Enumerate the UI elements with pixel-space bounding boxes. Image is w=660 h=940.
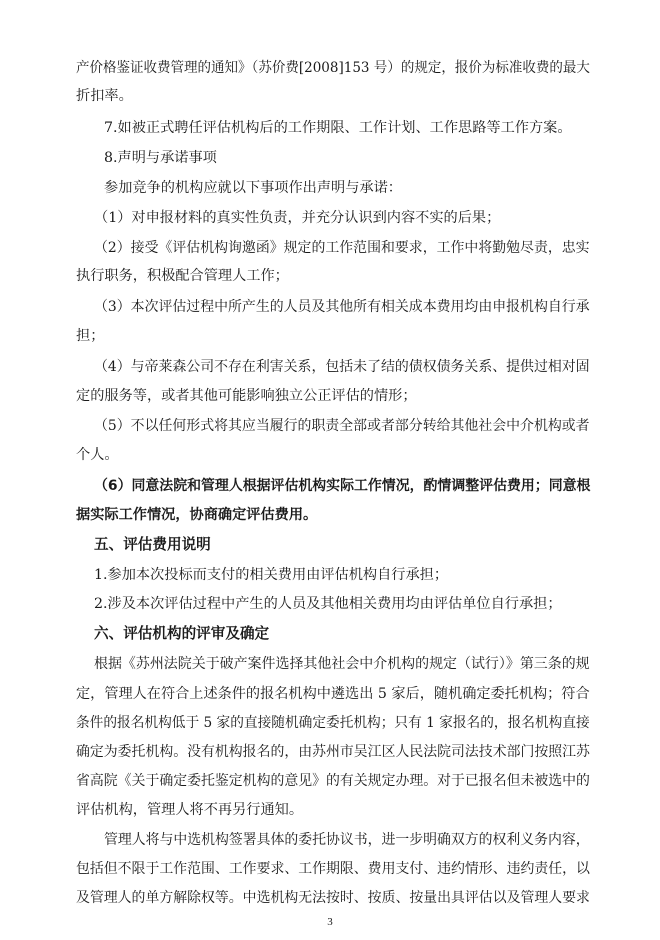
paragraph-line: 确定为委托机构。没有机构报名的，由苏州市吴江区人民法院司法技术部门按照江苏 (76, 744, 590, 760)
paragraph-line: 执行职务，积极配合管理人工作； (76, 268, 289, 284)
paragraph-line: （3）本次评估过程中所产生的人员及其他所有相关成本费用均由申报机构自行承 (94, 299, 590, 315)
paragraph-line: 根据《苏州法院关于破产案件选择其他社会中介机构的规定（试行）》第三条的规 (94, 656, 590, 672)
paragraph-line: 担； (76, 328, 105, 344)
page-number: 3 (327, 916, 333, 928)
paragraph-line-bold: （6）同意法院和管理人根据评估机构实际工作情况，酌情调整评估费用；同意根 (94, 478, 591, 494)
paragraph-line: 1.参加本次投标而支付的相关费用由评估机构自行承担； (94, 567, 449, 583)
paragraph-line-bold: 据实际工作情况，协商确定评估费用。 (76, 507, 318, 523)
paragraph-line: 参加竞争的机构应就以下事项作出声明与承诺： (104, 180, 402, 196)
paragraph-line: 评估机构，管理人将不再另行通知。 (76, 802, 304, 818)
paragraph-line: 定的服务等，或者其他可能影响独立公正评估的情形； (76, 388, 417, 404)
section-heading: 五、评估费用说明 (94, 536, 211, 553)
paragraph-line: 省高院《关于确定委托鉴定机构的意见》的有关规定办理。对于已报名但未被选中的 (76, 773, 590, 789)
section-heading: 六、评估机构的评审及确定 (94, 625, 270, 642)
paragraph-line: 折扣率。 (76, 88, 133, 104)
paragraph-line: 产价格鉴证收费管理的通知》（苏价费[2008]153 号）的规定，报价为标准收费的最大 (76, 60, 590, 76)
paragraph-line: 包括但不限于工作范围、工作要求、工作期限、费用支付、违约情形、违约责任，以 (76, 861, 590, 877)
paragraph-line: 及管理人的单方解除权等。中选机构无法按时、按质、按量出具评估以及管理人要求 (76, 890, 590, 906)
paragraph-line: （2）接受《评估机构询邀函》规定的工作范围和要求，工作中将勤勉尽责，忠实 (94, 240, 590, 256)
paragraph-line: 条件的报名机构低于 5 家的直接随机确定委托机构；只有 1 家报名的，报名机构直接 (76, 715, 590, 731)
paragraph-line: 2.涉及本次评估过程中产生的人员及其他相关费用均由评估单位自行承担； (94, 596, 562, 612)
paragraph-line: （4）与帝莱森公司不存在利害关系，包括未了结的债权债务关系、提供过相对固 (94, 359, 590, 375)
paragraph-line: 7.如被正式聘任评估机构后的工作期限、工作计划、工作思路等工作方案。 (104, 120, 572, 136)
paragraph-line: （5）不以任何形式将其应当履行的职责全部或者部分转给其他社会中介机构或者 (94, 418, 590, 434)
paragraph-line: 个人。 (76, 447, 119, 463)
section-subheading: 8.声明与承诺事项 (104, 150, 217, 166)
paragraph-line: （1）对申报材料的真实性负责，并充分认识到内容不实的后果； (94, 210, 501, 226)
paragraph-line: 管理人将与中选机构签署具体的委托协议书，进一步明确双方的权利义务内容， (104, 832, 590, 848)
paragraph-line: 定，管理人在符合上述条件的报名机构中遴选出 5 家后，随机确定委托机构；符合 (76, 686, 590, 702)
